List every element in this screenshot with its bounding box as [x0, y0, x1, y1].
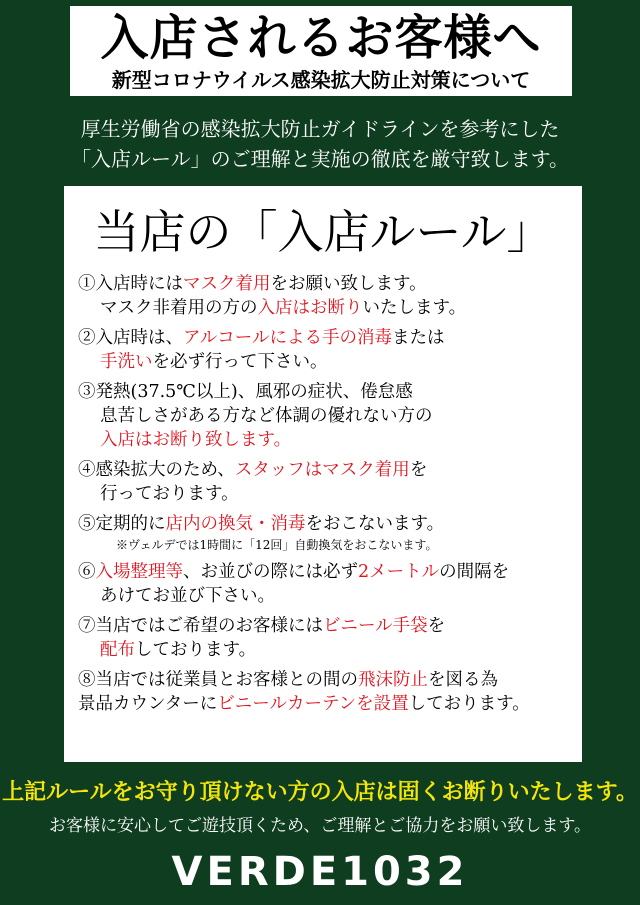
rule-text: 景品カウンターに: [78, 694, 218, 714]
rule-text: ②入店時は、: [78, 328, 183, 348]
rule-item-8: [78, 668, 574, 716]
rule-text: 息苦しさがある方など体調の優れない方の: [100, 406, 433, 426]
rule-highlight: 店内の換気・消毒: [165, 514, 306, 534]
intro-text: [40, 114, 600, 174]
header-banner: [70, 6, 572, 96]
rule-text: ①入店時には: [78, 274, 183, 294]
rule-highlight: 手洗い: [100, 352, 153, 372]
rule-highlight: アルコールによる手の消毒: [183, 328, 392, 348]
rule-highlight: 2メートル: [358, 562, 440, 582]
rule-text: あけてお並び下さい。: [100, 586, 275, 606]
page-subtitle: 新型コロナウイルス感染拡大防止対策について: [111, 68, 531, 92]
refusal-warning: 上記ルールをお守り頂けない方の入店は固くお断りいたします。: [2, 780, 638, 805]
rule-text: の間隔を: [439, 562, 510, 582]
rule-highlight: マスク着用: [183, 274, 271, 294]
rule-item-3: [78, 380, 574, 452]
rule-text: を必ず行って下さい。: [152, 352, 328, 372]
rule-text: マスク非着用の方の: [100, 298, 258, 318]
rule-text: ③発熱(37.5℃以上)、風邪の症状、倦怠感: [78, 382, 413, 402]
rule-text: 、お並びの際には必ず: [183, 562, 358, 582]
rules-list: [78, 272, 574, 722]
rule-text: しております。: [135, 640, 257, 660]
rule-text: ④感染拡大のため、: [78, 460, 235, 480]
rule-item-4: [78, 458, 574, 506]
rule-text: を図る為: [428, 670, 498, 690]
rule-highlight: 入店はお断り致します。: [100, 430, 292, 450]
rule-item-5: [78, 512, 574, 554]
rule-text: または: [391, 328, 445, 348]
rule-item-1: [78, 272, 574, 320]
rule-item-2: [78, 326, 574, 374]
intro-line-1: 厚生労働省の感染拡大防止ガイドラインを参考にした: [80, 117, 560, 141]
rule-note: ※ヴェルデでは1時間に「12回」自動換気をおこないます。: [116, 538, 438, 552]
rule-text: ⑥: [78, 562, 96, 582]
rule-text: ⑤定期的に: [78, 514, 166, 534]
rule-text: をおこないます。: [305, 514, 445, 534]
rule-item-6: [78, 560, 574, 608]
rule-highlight: 入店はお断り: [257, 298, 363, 318]
rule-highlight: 配布: [100, 640, 135, 660]
rule-text: ⑦当店ではご希望のお客様には: [78, 616, 323, 636]
rules-panel: [64, 186, 582, 762]
rule-highlight: ビニールカーテンを設置: [217, 694, 409, 714]
rules-title: 当店の「入店ルール」: [93, 205, 553, 259]
page-title: 入店されるお客様へ: [100, 10, 542, 66]
rule-text: をお願い致します。: [270, 274, 427, 294]
rule-text: 行っております。: [100, 484, 239, 504]
cooperation-request: お客様に安心してご遊技頂くため、ご理解とご協力をお願い致します。: [49, 816, 591, 836]
rule-text: いたします。: [362, 298, 467, 318]
rule-item-7: [78, 614, 574, 662]
rule-highlight: 入場整理等: [95, 562, 183, 582]
rule-text: しております。: [408, 694, 530, 714]
rule-highlight: ビニール手袋: [323, 616, 428, 636]
intro-line-2: 「入店ルール」のご理解と実施の徹底を厳守致します。: [71, 147, 569, 171]
rule-text: を: [427, 616, 446, 636]
rule-text: ⑧当店では従業員とお客様との間の: [78, 670, 358, 690]
rule-highlight: 飛沫防止: [358, 670, 428, 690]
store-brand-logo: VERDE1032: [171, 849, 469, 895]
rule-text: を: [409, 460, 428, 480]
rule-highlight: スタッフはマスク着用: [234, 460, 410, 480]
